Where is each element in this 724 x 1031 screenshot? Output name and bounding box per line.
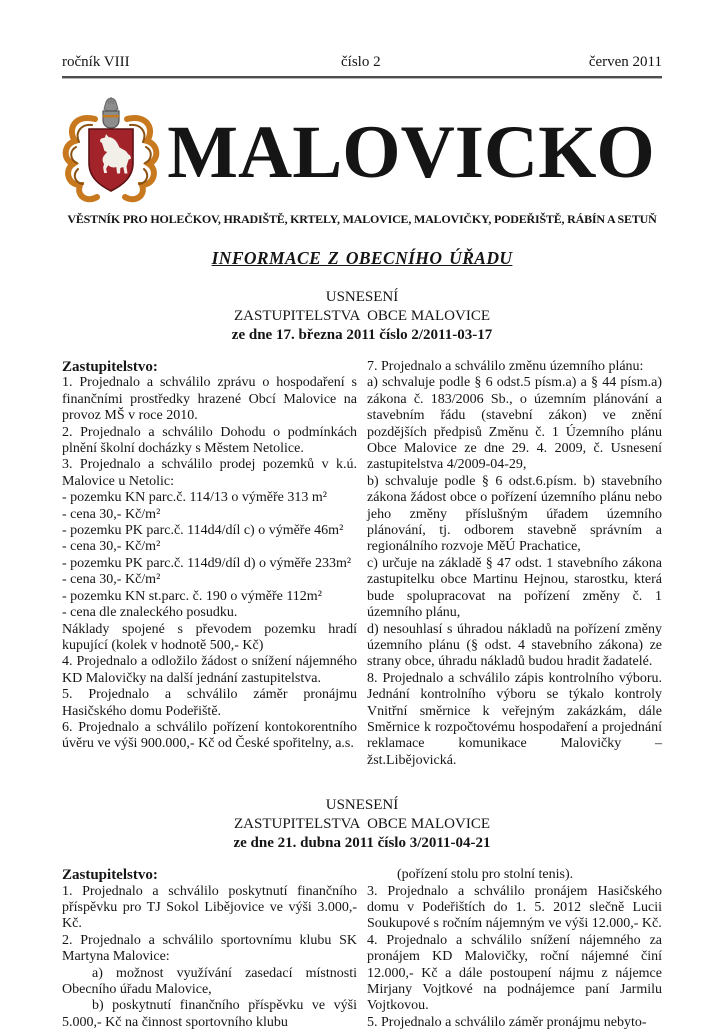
list-item: - cena 30,- Kč/m² — [62, 506, 161, 522]
list-item: - pozemku PK parc.č. 114d4/díl c) o výměře 46m² — [62, 523, 344, 539]
list-item: - cena dle znaleckého posudku. — [62, 605, 238, 621]
paragraph: Náklady spojené s převodem pozemku hradí kupující (kolek v hodnotě 500,- Kč) — [62, 621, 357, 653]
paragraph: 1. Projednalo a schválilo zprávu o hospodaření s finančními prostředky hrazené Obcí Malovice na provoz MŠ v roce 2010. — [62, 375, 357, 424]
resolution-2-right-column — [367, 867, 662, 1031]
resolution-2-title: USNESENÍ — [325, 797, 399, 814]
header-rule — [62, 76, 662, 79]
newsletter-title: MALOVICKO — [167, 111, 655, 194]
resolution-1-date-number: ze dne 17. března 2011 číslo 2/2011-03-17 — [231, 327, 493, 343]
paragraph: 2. Projednalo a schválilo Dohodu o podmínkách plnění školní docházky s Městem Netolice. — [62, 424, 357, 457]
resolution-1-body-name: ZASTUPITELSTVA OBCE MALOVICE — [234, 308, 490, 324]
paragraph: a) schvaluje podle § 6 odst.5 písm.a) a § 44 písm.a) zákona č. 183/2006 Sb., o územním plánování a stavebním řádu (stavební zákon) ve znění pozdějších předpisů Změnu č. 1 Územního plánu Obce Malovice ze dne 29. 4. 2009, č. Usnesení zastupitelstva 4/2009-04-29, — [367, 375, 662, 473]
paragraph: 2. Projednalo a schválilo sportovnímu klubu SK Martyna Malovice: — [62, 932, 357, 965]
paragraph: 3. Projednalo a schválilo pronájem Hasičského domu v Podeřištích do 1. 5. 2012 slečně Lucii Soukupové s ročním nájemným ve výši 12.000,- Kč. — [367, 883, 662, 932]
paragraph: b) schvaluje podle § 6 odst.6.písm. b) stavebního zákona žádost obce o pořízení územního plánu nebo jeho změny příslušným úřadem územního plánování, tj. odborem stavebně správním a regionálního rozvoje MěÚ Prachatice, — [367, 473, 662, 555]
resolution-2-left-column — [62, 867, 357, 1031]
list-item: - pozemku KN parc.č. 114/13 o výměře 313 m² — [62, 490, 327, 506]
resolution-1-left-column — [62, 359, 357, 769]
resolution-1-right-column — [367, 359, 662, 769]
paragraph: 8. Projednalo a schválilo zápis kontrolního výboru. Jednání kontrolního výboru se týkalo kontroly Vnitřní směrnice k veřejným zakázkám, dále Směrnice k rozpočtovému hospodaření a projednání reklamace komunikace Malovičky – žst.Libějovická. — [367, 670, 662, 768]
sub-item: b) poskytnutí finančního příspěvku ve výši 5.000,- Kč na činnost sportovního klubu — [62, 998, 357, 1030]
newsletter-subtitle: VĚSTNÍK PRO HOLEČKOV, HRADIŠTĚ, KRTELY, MALOVICE, MALOVIČKY, PODEŘIŠTĚ, RÁBÍN A SETUŇ — [67, 212, 657, 226]
paragraph: 3. Projednalo a schválilo prodej pozemků v k.ú. Malovice u Netolic: — [62, 457, 357, 489]
list-item: - cena 30,- Kč/m² — [62, 572, 161, 588]
resolution-2-date-number: ze dne 21. dubna 2011 číslo 3/2011-04-21 — [233, 835, 491, 852]
resolution-1-heading — [62, 288, 662, 345]
masthead — [62, 96, 662, 203]
paragraph: 4. Projednalo a odložilo žádost o snížení nájemného KD Malovičky na další jednání zastupitelstva. — [62, 654, 357, 686]
crest-detail — [108, 97, 114, 104]
list-item: - cena 30,- Kč/m² — [62, 539, 161, 555]
resolution-1-columns — [62, 359, 662, 769]
paragraph: 5. Projednalo a schválilo záměr pronájmu Hasičského domu Podeřiště. — [62, 687, 357, 719]
sub-item: (pořízení stolu pro stolní tenis). — [397, 867, 574, 883]
resolution-2-columns — [62, 867, 662, 1031]
paragraph: 4. Projednalo a schválilo snížení nájemného za pronájem KD Malovičky, roční nájemné činí 12.000,- Kč a dále postoupení nájmu z nájemce Mirjany Vojtkové na podnájemce paní Jarmilu Vojtkovou. — [367, 932, 662, 1014]
sub-item: a) možnost využívání zasedací místnosti Obecního úřadu Malovice, — [62, 965, 357, 997]
paragraph: 7. Projednalo a schválilo změnu územního plánu: — [367, 359, 644, 374]
list-item: - pozemku KN st.parc. č. 190 o výměře 112m² — [62, 588, 322, 604]
issue-header — [62, 54, 662, 71]
coat-of-arms-icon — [62, 96, 160, 203]
issue-number-label: číslo 2 — [341, 54, 381, 70]
section-heading: INFORMACE Z OBECNÍHO ÚŘADU — [211, 248, 513, 268]
list-item: - pozemku PK parc.č. 114d9/díl d) o výměře 233m² — [62, 555, 352, 571]
resolution-1-title: USNESENÍ — [325, 289, 399, 305]
resolution-2-body-name: ZASTUPITELSTVA OBCE MALOVICE — [234, 816, 490, 833]
council-label: Zastupitelstvo: — [62, 867, 158, 884]
paragraph: 1. Projednalo a schválilo poskytnutí finančního příspěvku pro TJ Sokol Libějovice ve výši 3.000,- Kč. — [62, 883, 357, 932]
paragraph: c) určuje na základě § 47 odst. 1 stavebního zákona zastupitelku obce Martinu Hejnou, starostku, která bude spolupracovat na pořízení změny č. 1 územního plánu, — [367, 555, 662, 621]
council-label: Zastupitelstvo: — [62, 359, 158, 375]
issue-date-label: červen 2011 — [588, 54, 662, 70]
paragraph: 5. Projednalo a schválilo záměr pronájmu nebyto- — [367, 1014, 647, 1030]
paragraph: d) nesouhlasí s úhradou nákladů na pořízení změny územního plánu (§ odst. 4 stavebního zákona) ze strany obce, úhradu nákladů budou hradit žadatelé. — [367, 621, 662, 670]
resolution-2-heading — [62, 796, 662, 853]
volume-label: ročník VIII — [62, 54, 130, 70]
paragraph: 6. Projednalo a schválilo pořízení kontokorentního úvěru ve výši 900.000,- Kč od České spořitelny, a.s. — [62, 719, 357, 752]
helmet-crown-band — [103, 115, 119, 117]
